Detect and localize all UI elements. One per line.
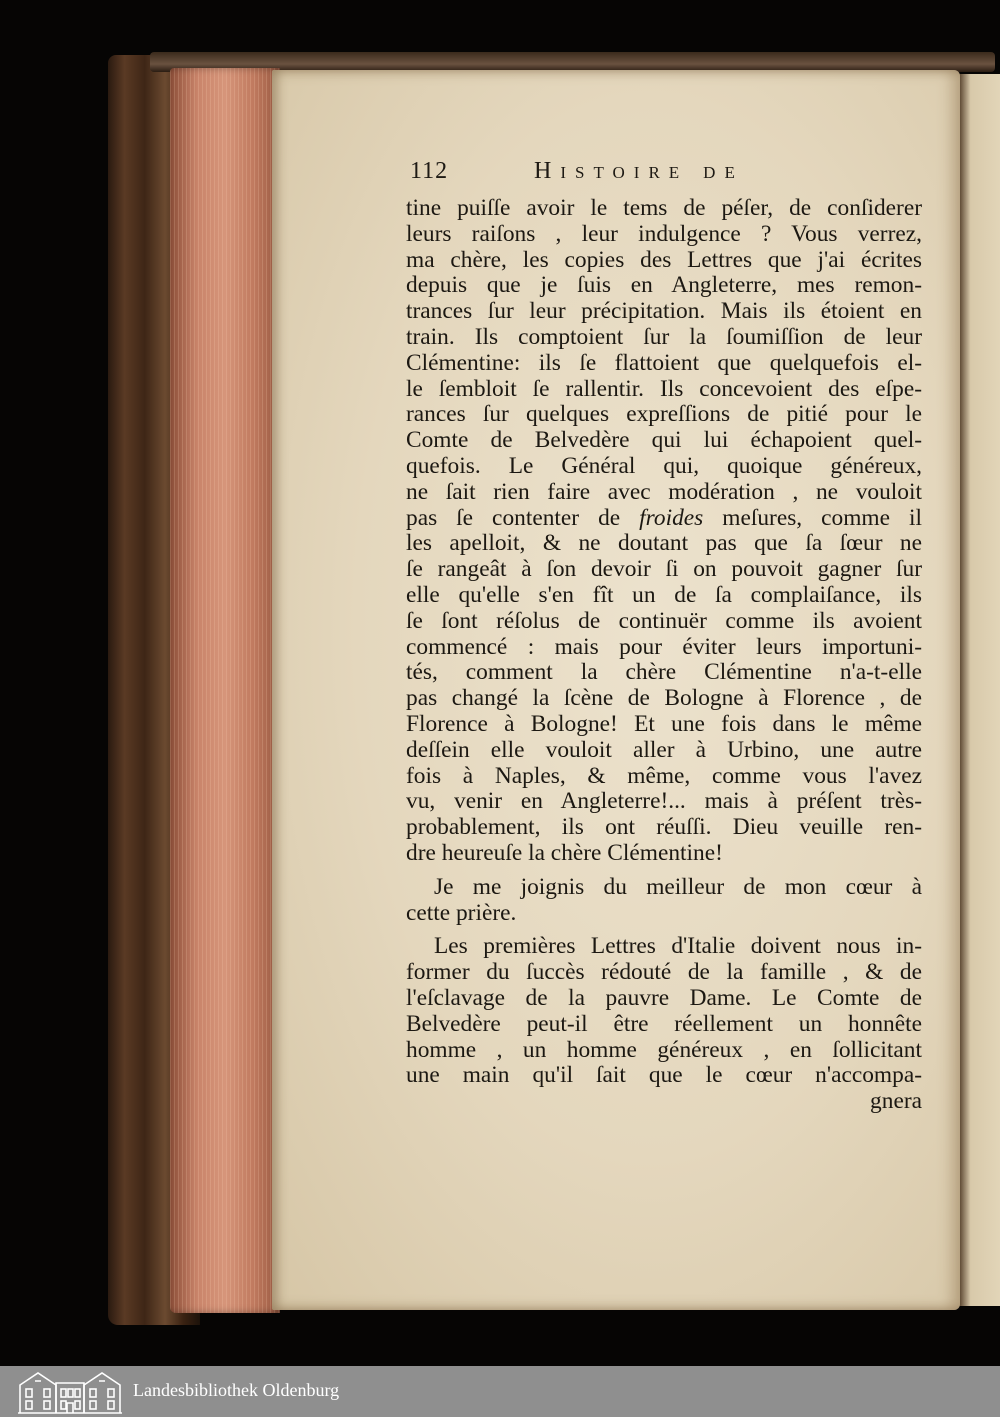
text-segment: vu, venir en Angleterre!... mais à préſent très- [406,789,922,815]
text-line [406,609,922,635]
text-segment: ſe rangeât à ſon devoir ſi on pouvoit gagner ſur [406,557,922,583]
text-line [406,712,922,738]
page-number: 112 [410,158,449,184]
text-segment: former du ſuccès rédouté de la famille , & de [406,960,922,986]
library-name: Landesbibliothek Oldenburg [133,1380,340,1400]
running-title: Histoire de [534,158,744,184]
text-segment: probablement, ils ont réuſſi. Dieu veuille ren- [406,815,922,841]
text-segment: tine puiſſe avoir le tems de péſer, de conſiderer [406,196,922,221]
page-block-edges [170,68,280,1313]
text-segment: une main qu'il ſait que le cœur n'accompa- [406,1063,922,1089]
text-segment: Comte de Belvedère qui lui échapoient quel- [406,428,922,454]
catchword: gnera [870,1088,922,1115]
text-line [406,986,922,1012]
text-segment: le ſembloit ſe rallentir. Ils concevoient des eſpe- [406,376,922,402]
text-line [406,815,922,841]
text-line [406,1063,922,1089]
body-text [406,196,922,1115]
text-line [406,506,922,532]
text-segment: fois à Naples, & même, comme vous l'avez [406,763,922,789]
text-line [406,273,922,299]
text-segment: l'eſclavage de la pauvre Dame. Le Comte de [406,985,922,1011]
text-segment: trances ſur leur précipitation. Mais ils étoient en [406,299,922,325]
text-line [406,901,922,927]
text-line [406,635,922,661]
text-segment: dre heureuſe la chère Clémentine! [406,840,723,866]
text-line [406,531,922,557]
text-line [406,1038,922,1064]
text-line [406,960,922,986]
text-segment: ſe ſont réſolus de continuër comme ils avoient [406,608,922,634]
text-line [406,841,922,867]
text-segment: tés, comment la chère Clémentine n'a-t-elle [406,660,922,686]
text-segment: Florence à Bologne! Et une fois dans le même [406,711,922,737]
text-segment: homme , un homme généreux , en ſollicitant [406,1037,922,1063]
text-segment: ne ſait rien faire avec modération , ne vouloit [406,479,922,505]
text-segment: quefois. Le Général qui, quoique généreux, [406,453,922,479]
text-segment: leurs raiſons , leur indulgence ? Vous verrez, [406,221,922,247]
text-segment: train. Ils comptoient ſur la ſoumiſſion de leur [406,324,922,350]
text-line [406,934,922,960]
text-segment: meſures, comme il [703,505,922,531]
text-line [406,686,922,712]
text-line [406,557,922,583]
text-line [406,402,922,428]
text-line [406,1012,922,1038]
text-line [406,222,922,248]
text-line [406,428,922,454]
text-segment: Les premières Lettres d'Italie doivent nous in- [434,934,922,960]
text-segment: elle qu'elle s'en fît un de ſa complaiſance, ils [406,582,922,608]
text-line [406,248,922,274]
text-segment: Belvedère peut-il être réellement un honnête [406,1011,922,1037]
text-line [406,377,922,403]
library-building-icon [18,1369,122,1414]
text-line [406,764,922,790]
text-segment: pas changé la ſcène de Bologne à Florence , de [406,686,922,712]
emphasis-text: froides [639,505,704,531]
text-segment: cette prière. [406,900,517,926]
text-line [406,351,922,377]
text-segment: depuis que je ſuis en Angleterre, mes remon- [406,273,922,299]
facing-page-edge [958,74,1000,1306]
text-line [406,325,922,351]
text-line [406,789,922,815]
paragraph-gap [406,867,922,875]
text-line [406,480,922,506]
text-segment: Clémentine: ils ſe flattoient que quelquefois el- [406,350,922,376]
text-segment: Je me joignis du meilleur de mon cœur à [434,874,922,900]
text-segment: ma chère, les copies des Lettres que j'ai écrites [406,247,922,273]
text-segment: rances ſur quelques expreſſions de pitié pour le [406,402,922,428]
text-segment: pas ſe contenter de [406,505,640,531]
text-line [406,454,922,480]
text-line [406,738,922,764]
text-segment: deſſein elle vouloit aller à Urbino, une autre [406,737,922,763]
text-line [406,660,922,686]
text-line [406,875,922,901]
text-line [406,299,922,325]
running-head [410,158,830,188]
text-line [406,583,922,609]
text-line [406,196,922,222]
text-segment: les apelloit, & ne doutant pas que ſa ſœur ne [406,531,922,557]
text-segment: commencé : mais pour éviter leurs importuni- [406,634,922,660]
library-footer [0,1366,1000,1417]
paragraph-gap [406,926,922,934]
